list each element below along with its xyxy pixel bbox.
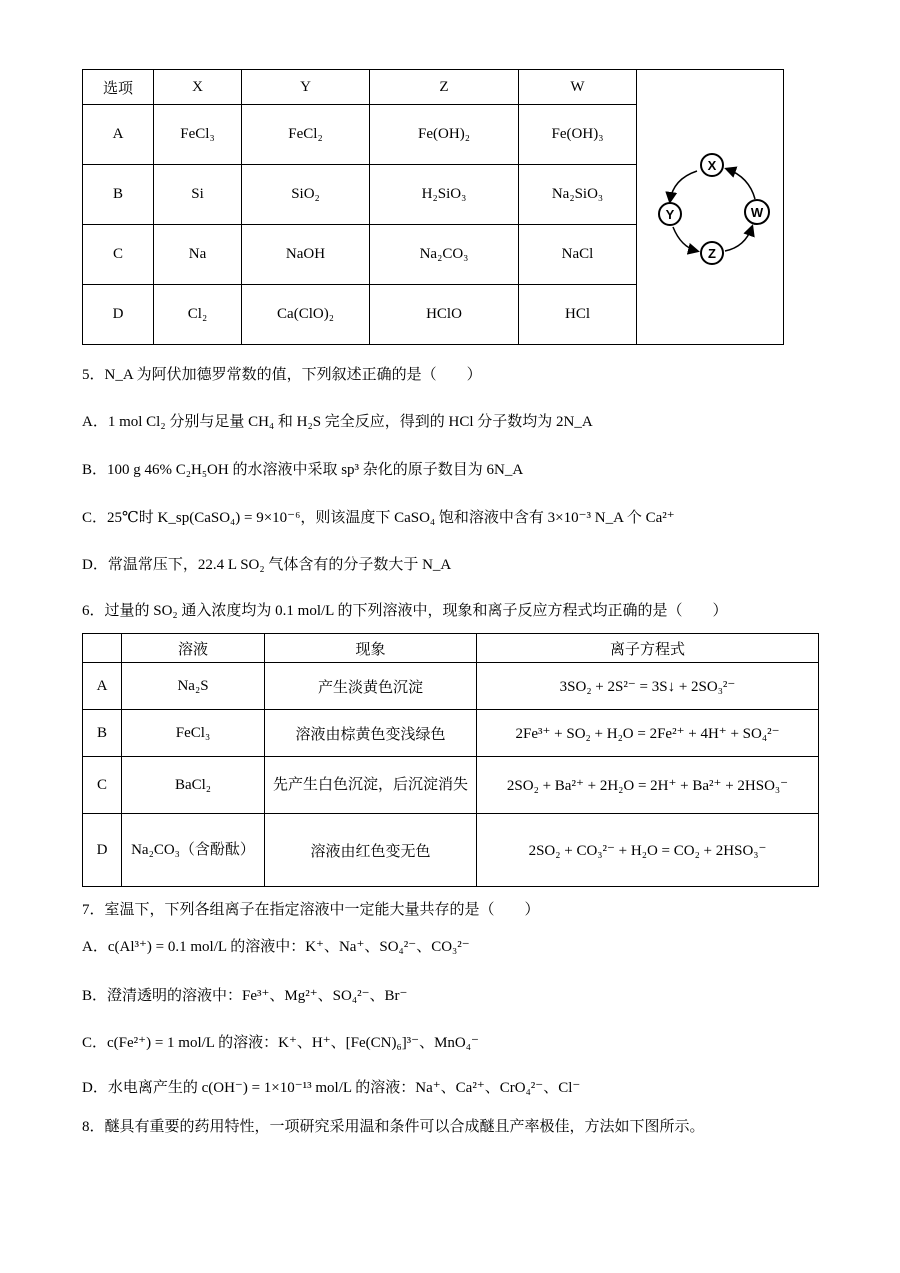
arrow-y-to-z xyxy=(673,227,697,251)
table-cell: FeCl₂ xyxy=(242,105,370,165)
table-cell: 3SO₂ + 2S²⁻ = 3S↓ + 2SO₃²⁻ xyxy=(477,663,819,710)
table-cell: B xyxy=(83,165,154,225)
table-cell: NaOH xyxy=(242,225,370,285)
table-cell: Fe(OH)₂ xyxy=(370,105,519,165)
conversion-cycle-diagram xyxy=(645,137,775,277)
q7-option-a: A．c(Al³⁺) = 0.1 mol/L 的溶液中：K⁺、Na⁺、SO₄²⁻、CO₃²⁻ xyxy=(82,939,470,955)
col-header-x: X xyxy=(154,70,242,105)
node-x: X xyxy=(707,158,717,173)
table-cell: 溶液由棕黄色变浅绿色 xyxy=(265,710,477,757)
table-row xyxy=(83,710,819,757)
col-header-ionic-equation: 离子方程式 xyxy=(477,634,819,663)
reaction-options-table xyxy=(82,69,784,345)
table-cell: FeCl₃ xyxy=(122,710,265,757)
col-header-w: W xyxy=(519,70,637,105)
table-cell: D xyxy=(83,814,122,887)
table-cell: 2SO₂ + Ba²⁺ + 2H₂O = 2H⁺ + Ba²⁺ + 2HSO₃⁻ xyxy=(477,757,819,814)
table-cell: SiO₂ xyxy=(242,165,370,225)
col-header-z: Z xyxy=(370,70,519,105)
q5-option-b: B．100 g 46% C₂H₅OH 的水溶液中采取 sp³ 杂化的原子数目为 6N_A xyxy=(82,462,524,478)
col-header-blank xyxy=(83,634,122,663)
table-cell: H₂SiO₃ xyxy=(370,165,519,225)
arrow-w-to-x xyxy=(727,169,755,199)
q6-stem: 6．过量的 SO₂ 通入浓度均为 0.1 mol/L 的下列溶液中，现象和离子反应方程式均正确的是（ ） xyxy=(82,603,728,619)
so2-reaction-table xyxy=(82,633,819,887)
q5-stem: 5．N_A 为阿伏加德罗常数的值，下列叙述正确的是（ ） xyxy=(82,367,482,383)
table-cell: Na₂CO₃ xyxy=(370,225,519,285)
table-cell: 先产生白色沉淀，后沉淀消失 xyxy=(265,757,477,814)
table-cell: Na xyxy=(154,225,242,285)
col-header-option: 选项 xyxy=(83,70,154,105)
table-cell: Na₂CO₃（含酚酞） xyxy=(122,814,265,887)
q5-option-c: C．25℃时 K_sp(CaSO₄) = 9×10⁻⁶，则该温度下 CaSO₄ 饱和溶液中含有 3×10⁻³ N_A 个 Ca²⁺ xyxy=(82,510,675,526)
table-row xyxy=(83,814,819,887)
table-cell: 2Fe³⁺ + SO₂ + H₂O = 2Fe²⁺ + 4H⁺ + SO₄²⁻ xyxy=(477,710,819,757)
col-header-y: Y xyxy=(242,70,370,105)
table-cell: BaCl₂ xyxy=(122,757,265,814)
table-cell: Fe(OH)₃ xyxy=(519,105,637,165)
col-header-phenomenon: 现象 xyxy=(265,634,477,663)
table-cell: Na₂SiO₃ xyxy=(519,165,637,225)
table-cell: Na₂S xyxy=(122,663,265,710)
node-w: W xyxy=(750,205,764,220)
table-cell: 溶液由红色变无色 xyxy=(265,814,477,887)
table-cell: C xyxy=(83,757,122,814)
cycle-diagram-cell xyxy=(637,70,784,345)
table-row xyxy=(83,757,819,814)
table-cell: 产生淡黄色沉淀 xyxy=(265,663,477,710)
table-cell: HClO xyxy=(370,285,519,345)
table-cell: A xyxy=(83,105,154,165)
node-z: Z xyxy=(708,246,716,261)
arrow-z-to-w xyxy=(725,227,752,251)
table-cell: Ca(ClO)₂ xyxy=(242,285,370,345)
table-cell: A xyxy=(83,663,122,710)
table-cell: C xyxy=(83,225,154,285)
q5-option-d: D．常温常压下，22.4 L SO₂ 气体含有的分子数大于 N_A xyxy=(82,557,452,573)
table-cell: HCl xyxy=(519,285,637,345)
arrow-x-to-y xyxy=(670,171,697,201)
col-header-solution: 溶液 xyxy=(122,634,265,663)
q7-option-b: B．澄清透明的溶液中：Fe³⁺、Mg²⁺、SO₄²⁻、Br⁻ xyxy=(82,988,408,1004)
node-y: Y xyxy=(665,207,675,222)
table-cell: B xyxy=(83,710,122,757)
table-cell: Si xyxy=(154,165,242,225)
q7-option-d: D．水电离产生的 c(OH⁻) = 1×10⁻¹³ mol/L 的溶液：Na⁺、Ca²⁺、CrO₄²⁻、Cl⁻ xyxy=(82,1080,581,1096)
table-cell: NaCl xyxy=(519,225,637,285)
q7-stem: 7．室温下，下列各组离子在指定溶液中一定能大量共存的是（ ） xyxy=(82,902,540,918)
table-cell: FeCl₃ xyxy=(154,105,242,165)
q5-option-a: A．1 mol Cl₂ 分别与足量 CH₄ 和 H₂S 完全反应，得到的 HCl 分子数均为 2N_A xyxy=(82,414,593,430)
q8-stem: 8．醚具有重要的药用特性，一项研究采用温和条件可以合成醚且产率极佳，方法如下图所示。 xyxy=(82,1119,705,1135)
table-cell: D xyxy=(83,285,154,345)
table-cell: 2SO₂ + CO₃²⁻ + H₂O = CO₂ + 2HSO₃⁻ xyxy=(477,814,819,887)
table-cell: Cl₂ xyxy=(154,285,242,345)
table-row xyxy=(83,663,819,710)
q7-option-c: C．c(Fe²⁺) = 1 mol/L 的溶液：K⁺、H⁺、[Fe(CN)₆]³⁻、MnO₄⁻ xyxy=(82,1035,479,1051)
